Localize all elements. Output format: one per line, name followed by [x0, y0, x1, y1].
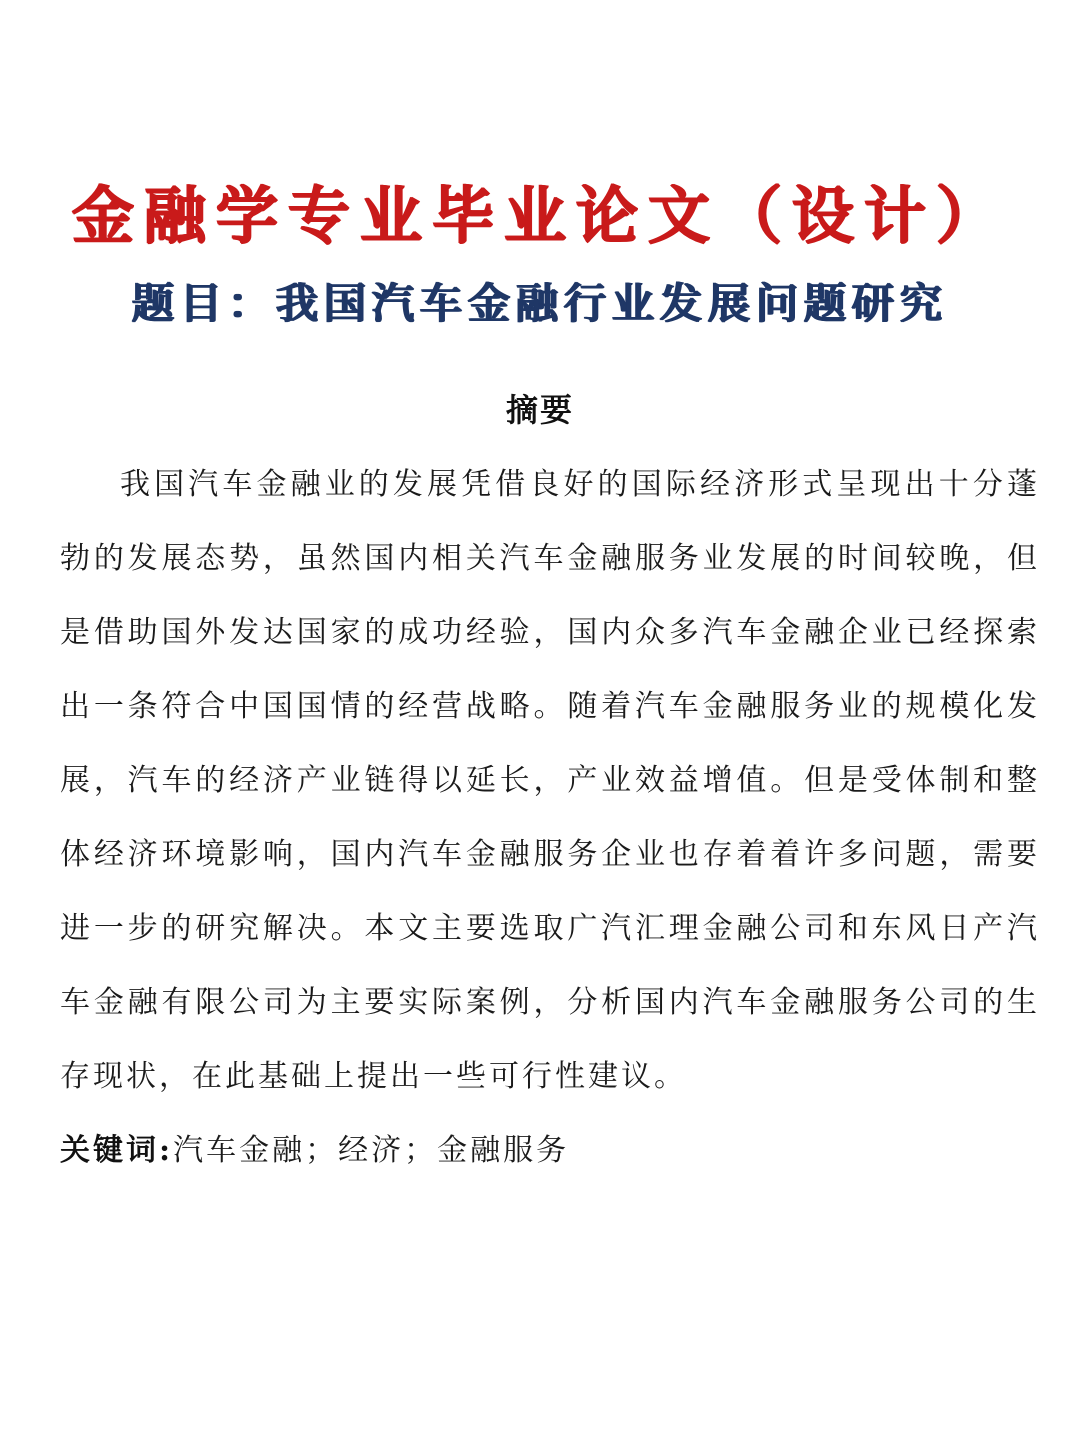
keywords-value: 汽车金融；经济；金融服务: [173, 1133, 570, 1168]
main-title: 金融学专业毕业论文（设计）: [71, 179, 1008, 252]
thesis-subtitle: 题目：我国汽车金融行业发展问题研究: [131, 279, 948, 328]
abstract-heading: 摘要: [505, 391, 574, 429]
keywords-line: [60, 1114, 1040, 1188]
abstract-body: 我国汽车金融业的发展凭借良好的国际经济形式呈现出十分蓬勃的发展态势，虽然国内相关汽车金融服务业发展的时间较晚，但是借助国外发达国家的成功经验，国内众多汽车金融企业已经探索出一条符合中国国情的经营战略。随着汽车金融服务业的规模化发展，汽车的经济产业链得以延长，产业效益增值。但是受体制和整体经济环境影响，国内汽车金融服务企业也存着着许多问题，需要进一步的研究解决。本文主要选取广汽汇理金融公司和东风日产汽车金融有限公司为主要实际案例，分析国内汽车金融服务公司的生存现状，在此基础上提出一些可行性建议。: [60, 467, 1040, 1094]
keywords-label: 关键词:: [60, 1133, 174, 1168]
